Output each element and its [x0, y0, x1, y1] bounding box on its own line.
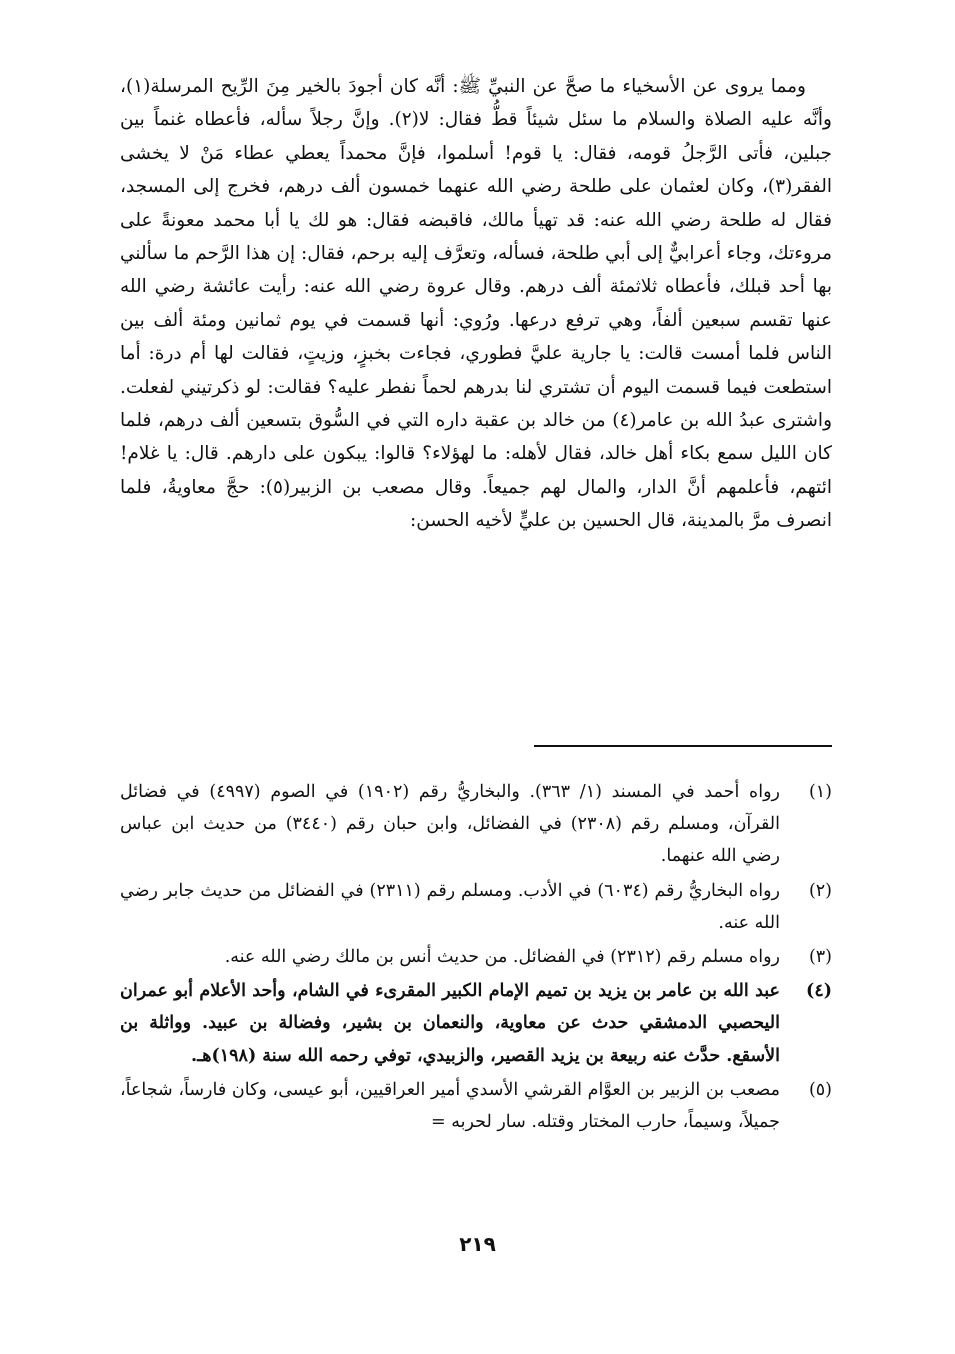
footnote-2	[120, 875, 832, 939]
footnote-text: رواه البخاريُّ رقم (٦٠٣٤) في الأدب. ومسلم رقم (٢٣١١) في الفضائل من حديث جابر رضي الله عنه.	[120, 880, 780, 933]
main-text-paragraph: ومما يروى عن الأسخياء ما صحَّ عن النبيِّ ﷺ: أنَّه كان أجودَ بالخير مِنَ الرِّيح المرسلة(١)، وأنَّه عليه الصلاة والسلام ما سئل شيئاً قطُّ فقال: لا(٢). وإنَّ رجلاً سأله، فأعطاه غنماً بين جبلين، فأتى الرَّجلُ قومه، فقال: يا قوم! أسلموا، فإنَّ محمداً يعطي عطاء مَنْ لا يخشى الفقر(٣)، وكان لعثمان على طلحة رضي الله عنهما خمسون ألف درهم، فخرج إلى المسجد، فقال له طلحة رضي الله عنه: قد تهيأ مالك، فاقبضه فقال: هو لك يا أبا محمد معونةً على مروءتك، وجاء أعرابيٌّ إلى أبي طلحة، فسأله، وتعرَّف إليه برحم، فقال: إن هذا الرَّحم ما سألني بها أحد قبلك، فأعطاه ثلاثمئة ألف درهم. وقال عروة رضي الله عنه: رأيت عائشة رضي الله عنها تقسم سبعين ألفاً، وهي ترفع درعها. ورُوي: أنها قسمت في يوم ثمانين ومئة ألف بين الناس فلما أمست قالت: يا جارية عليَّ فطوري، فجاءت بخبزٍ، وزيتٍ، فقالت لها أم درة: أما استطعت فيما قسمت اليوم أن تشتري لنا بدرهم لحماً نفطر عليه؟ فقالت: لو ذكرتيني لفعلت. واشترى عبدُ الله بن عامر(٤) من خالد بن عقبة داره التي في السُّوق بتسعين ألف درهم، فلما كان الليل سمع بكاء أهل خالد، فقال لأهله: ما لهؤلاء؟ قالوا: يبكون على دارهم. قال: يا غلام! ائتهم، فأعلمهم أنَّ الدار، والمال لهم جميعاً. وقال مصعب بن الزبير(٥): حجَّ معاويةُ، فلما انصرف مرَّ بالمدينة، قال الحسين بن عليٍّ لأخيه الحسن:	[120, 76, 833, 532]
footnote-text: رواه أحمد في المسند (١/ ٣٦٣). والبخاريُّ رقم (١٩٠٢) في الصوم (٤٩٩٧) في فضائل القرآن، ومسلم رقم (٢٣٠٨) في الفضائل، وابن حبان رقم (٣٤٤٠) من حديث ابن عباس رضي الله عنهما.	[120, 782, 780, 867]
page-number: ٢١٩	[459, 1232, 496, 1256]
footnote-number: (٤)	[806, 981, 832, 1002]
footnote-number: (١)	[808, 782, 832, 802]
footnote-number: (٢)	[808, 880, 832, 901]
footnote-text: مصعب بن الزبير بن العوَّام القرشي الأسدي أمير العراقيين، أبو عيسى، وكان فارساً، شجاعاً، جميلاً، وسيماً، حارب المختار وقتله. سار لحربه =	[120, 1079, 780, 1133]
footnotes-list	[120, 776, 832, 1140]
footnote-text: عبد الله بن عامر بن يزيد بن تميم الإمام الكبير المقرىء في الشام، وأحد الأعلام أبو عمران اليحصبي الدمشقي حدث عن معاوية، والنعمان بن بشير، وفضالة بن عبيد. وواثلة بن الأسقع. حدَّث عنه ربيعة بن يزيد القصير، والزبيدي، توفي رحمه الله سنة (١٩٨)هـ.	[120, 981, 780, 1066]
footnote-5	[120, 1074, 832, 1138]
footnote-separator	[534, 745, 832, 747]
footnote-1	[120, 776, 832, 873]
page-body	[120, 70, 833, 1133]
footnote-3	[120, 941, 832, 973]
footnote-4	[120, 975, 832, 1072]
footnote-number: (٣)	[808, 947, 832, 968]
footnote-number: (٥)	[808, 1079, 832, 1100]
footnote-text: رواه مسلم رقم (٢٣١٢) في الفضائل. من حديث أنس بن مالك رضي الله عنه.	[224, 947, 780, 968]
